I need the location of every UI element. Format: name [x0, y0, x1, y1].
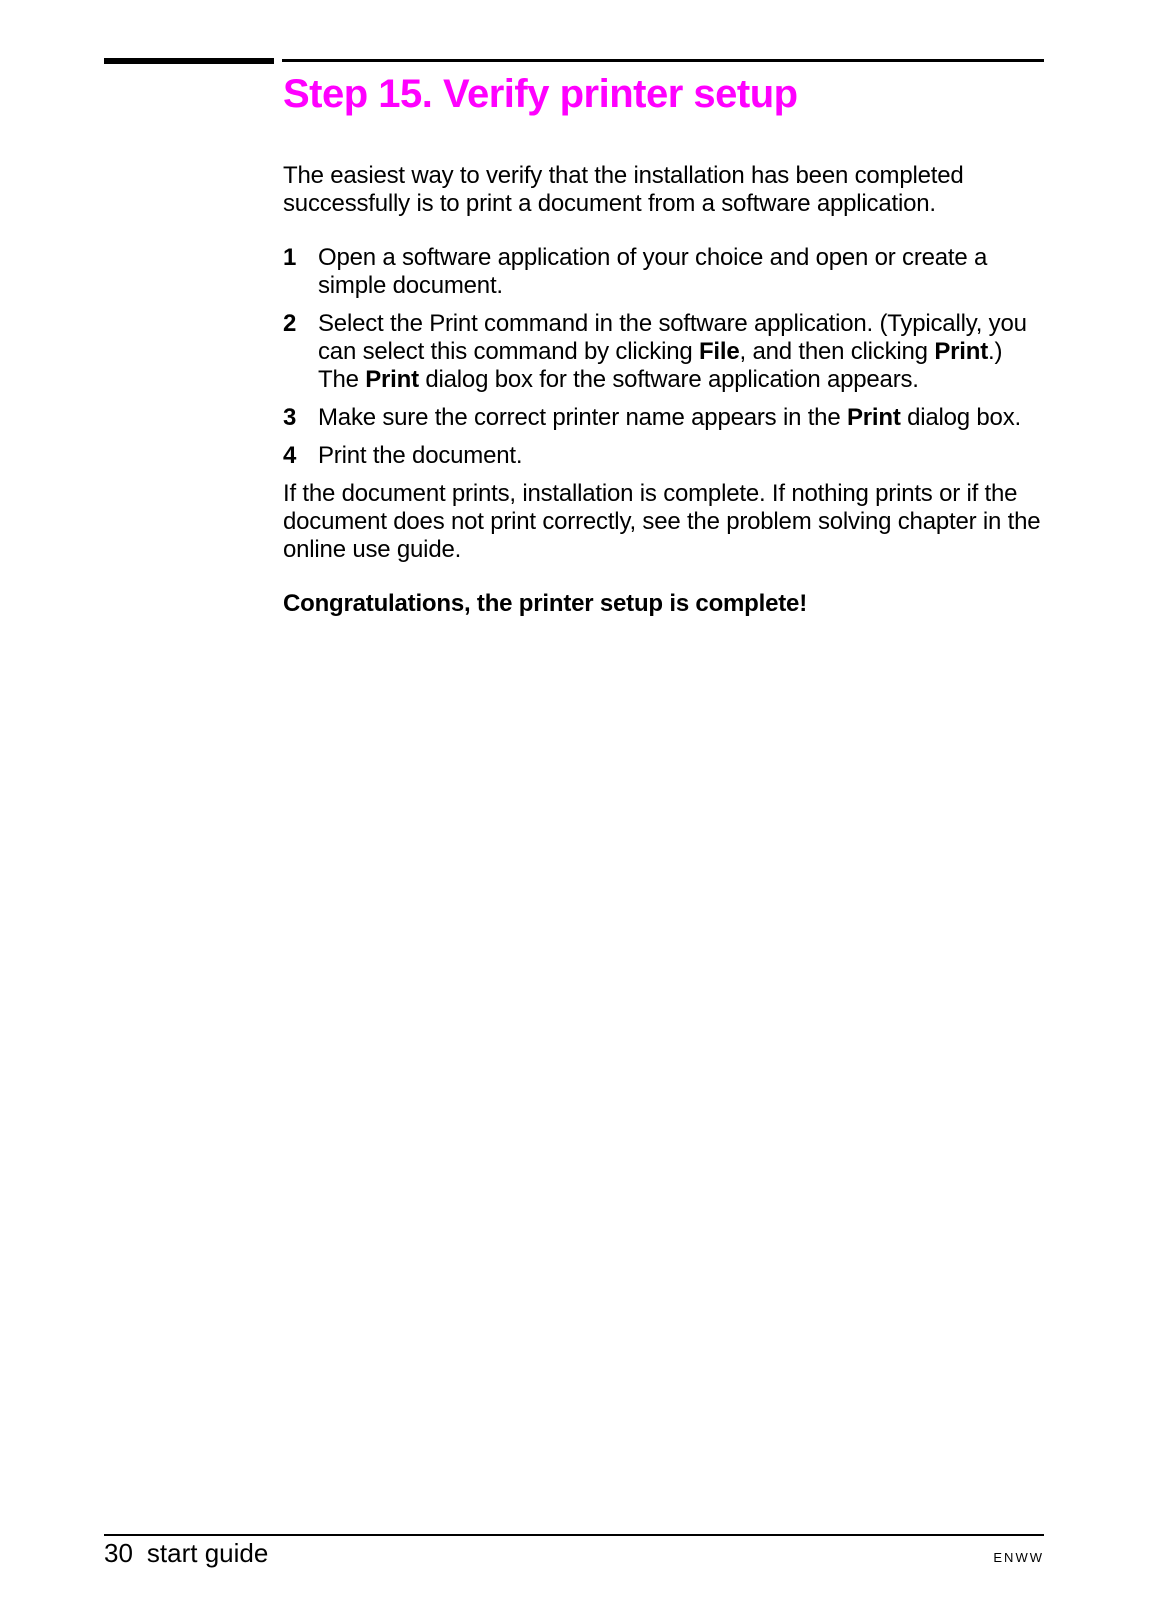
step-text-run: Select the Print command in the software application. (Typically, you can select this command by clicking — [318, 310, 1027, 365]
closing-paragraph: If the document prints, installation is complete. If nothing prints or if the document does not print correctly, see the problem solving chapter in the online use guide. — [283, 480, 1041, 563]
step-text — [318, 404, 1021, 431]
step-number: 2 — [283, 310, 297, 337]
step-item-4 — [283, 442, 1048, 470]
command-name-print: Print — [934, 338, 988, 365]
dialog-name-print: Print — [365, 366, 419, 393]
step-text-run: , and then clicking — [739, 338, 935, 365]
page-title: Step 15. Verify printer setup — [283, 72, 798, 116]
locale-code: ENWW — [993, 1550, 1044, 1565]
dialog-name-print: Print — [846, 404, 901, 431]
main-content — [283, 162, 1048, 618]
step-number: 3 — [283, 404, 297, 431]
steps-list — [283, 244, 1048, 470]
step-number: 4 — [283, 442, 297, 469]
step-text-run: Make sure the correct printer name appears in the — [318, 404, 847, 431]
page-number: 30 — [104, 1538, 133, 1568]
footer-rule — [104, 1534, 1044, 1536]
footer-left — [104, 1538, 268, 1569]
step-text-run: dialog box for the software application appears. — [418, 366, 919, 393]
step-item-2 — [283, 310, 1048, 394]
congratulations-message: Congratulations, the printer setup is complete! — [283, 590, 807, 617]
step-text — [318, 244, 987, 299]
step-number: 1 — [283, 244, 297, 271]
header-rule-right — [282, 59, 1044, 62]
step-text-run: .) The — [318, 338, 1003, 393]
step-text-run: Print the document. — [318, 442, 523, 469]
step-item-3 — [283, 404, 1048, 432]
menu-name-file: File — [698, 338, 740, 365]
header-rule-left — [104, 58, 274, 64]
intro-paragraph: The easiest way to verify that the installation has been completed successfully is to print a document from a software application. — [283, 162, 964, 217]
step-text-run: dialog box. — [900, 404, 1021, 431]
guide-name: start guide — [146, 1538, 269, 1568]
step-item-1 — [283, 244, 1048, 300]
step-text — [318, 442, 522, 469]
step-text — [318, 310, 1027, 393]
step-text-run: Open a software application of your choice and open or create a simple document. — [318, 244, 988, 299]
